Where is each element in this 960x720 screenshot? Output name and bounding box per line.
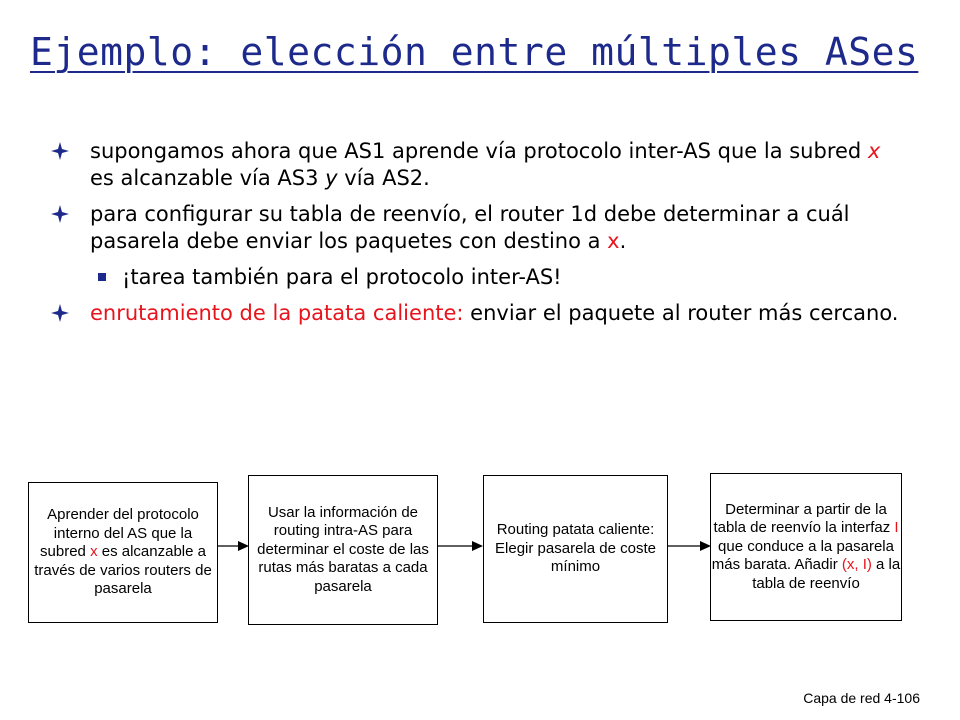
variable-x: x <box>90 543 98 561</box>
diamond-star-bullet-icon <box>50 303 70 323</box>
interface-i: I <box>894 519 899 537</box>
flow-box-2 <box>248 475 438 625</box>
diamond-star-bullet-icon <box>50 141 70 161</box>
diamond-star-bullet-icon <box>50 204 70 224</box>
flow-box-4 <box>710 473 902 621</box>
bullet-item-1 <box>50 138 900 192</box>
entry-pair: (x, I) <box>841 556 872 574</box>
bullet-item-2 <box>50 201 900 255</box>
square-bullet-icon <box>98 273 106 281</box>
flow-box-1-text-a: Aprender del protocolo interno del AS que la subred <box>40 506 199 561</box>
slide-title: Ejemplo: elección entre múltiples ASes <box>30 30 919 74</box>
conjunction-y: y <box>325 166 338 190</box>
flow-box-3-line-1: Routing patata caliente: <box>496 521 655 539</box>
arrow-right-icon <box>438 538 484 554</box>
flow-box-4-text-c: a la tabla de reenvío <box>752 556 901 592</box>
sub-bullet-1-text: ¡tarea también para el protocolo inter-AS! <box>122 265 562 289</box>
sub-bullet-item-1 <box>50 264 900 291</box>
bullet-list <box>50 138 900 336</box>
flow-box-1 <box>28 482 218 623</box>
hot-potato-term: enrutamiento de la patata caliente: <box>90 301 464 325</box>
variable-x: x <box>867 139 881 163</box>
arrow-right-icon <box>668 538 712 554</box>
flow-box-4-text-a: Determinar a partir de la tabla de reenvío la interfaz <box>713 500 895 537</box>
bullet-1-text-a: supongamos ahora que AS1 aprende vía protocolo inter-AS que la subred <box>90 139 868 163</box>
flow-box-3-line-2: Elegir pasarela de coste mínimo <box>495 539 656 576</box>
bullet-1-text-b: es alcanzable vía AS3 <box>90 166 326 190</box>
variable-x: x <box>607 229 620 253</box>
flow-box-2-text: Usar la información de routing intra-AS para determinar el coste de las rutas más baratas a cada pasarela <box>257 503 429 595</box>
bullet-2-text-b: . <box>619 229 627 253</box>
bullet-3-text: enviar el paquete al router más cercano. <box>463 301 899 325</box>
arrow-right-icon <box>218 538 250 554</box>
slide-footer: Capa de red 4-106 <box>803 690 920 706</box>
bullet-1-text-c: vía AS2. <box>337 166 430 190</box>
bullet-2-text-a: para configurar su tabla de reenvío, el router 1d debe determinar a cuál pasarela debe enviar los paquetes con destino a <box>90 202 850 253</box>
flow-box-1-text-b: es alcanzable a través de varios routers de pasarela <box>34 543 212 598</box>
bullet-item-3 <box>50 300 900 327</box>
flow-box-4-text-b: que conduce a la pasarela más barata. Añadir <box>711 537 894 574</box>
flow-box-3 <box>483 475 668 623</box>
